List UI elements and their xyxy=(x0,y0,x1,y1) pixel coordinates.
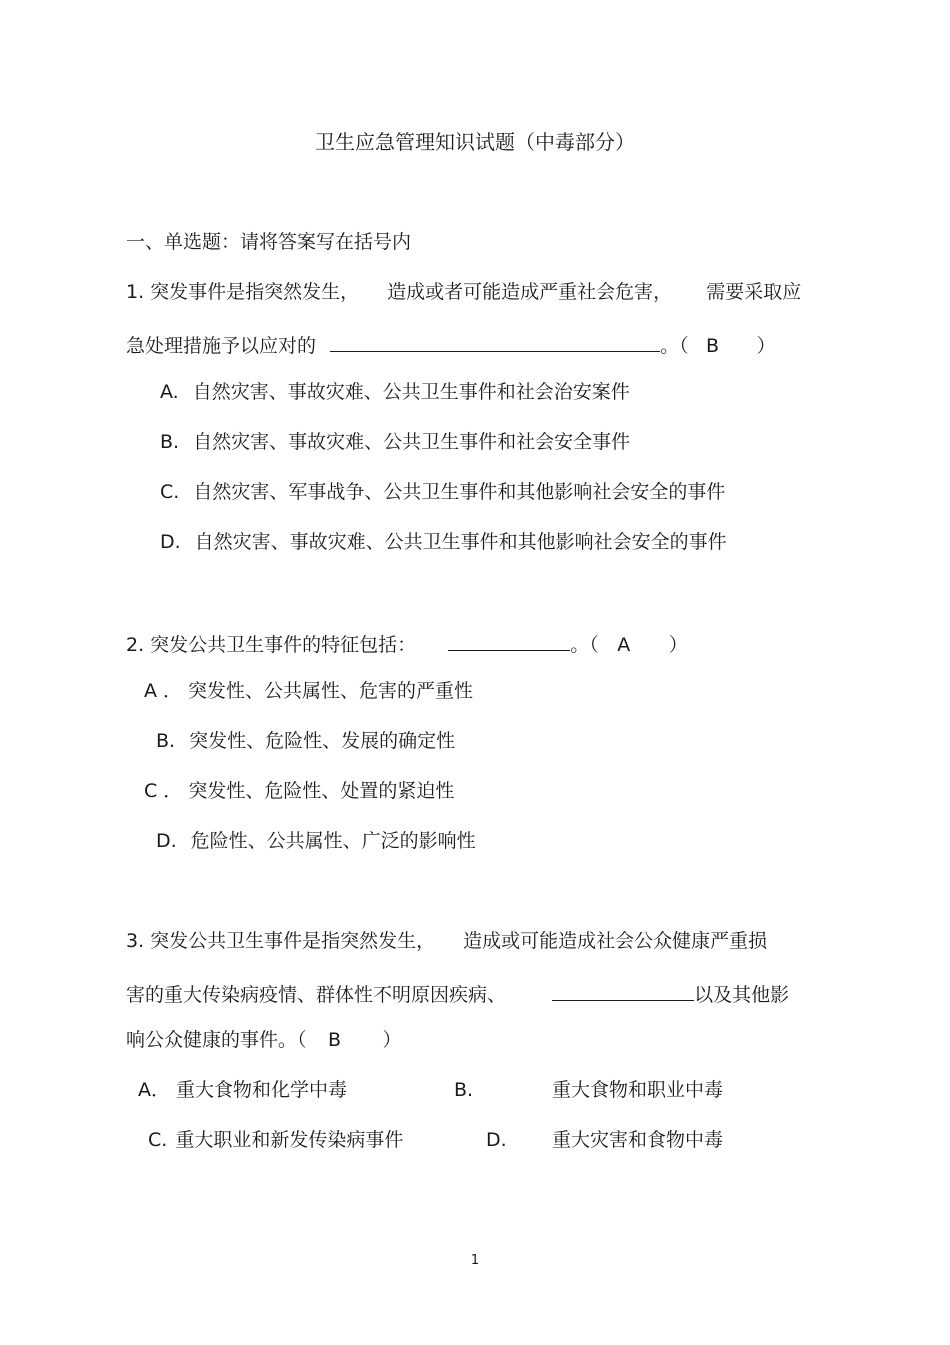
option-text: 突发性、公共属性、危害的严重性 xyxy=(188,680,474,702)
q2-option-d xyxy=(156,832,476,851)
q1-paren-close: ） xyxy=(756,335,776,357)
q1-text-d: 急处理措施予以应对的 xyxy=(126,335,317,357)
option-text: 突发性、危险性、发展的确定性 xyxy=(189,730,456,752)
q3-paren-open: 响公众健康的事件。（ xyxy=(126,1029,307,1051)
option-text: 自然灾害、事故灾难、公共卫生事件和社会安全事件 xyxy=(193,431,631,453)
option-label: D. xyxy=(156,830,177,852)
question-3-line-2 xyxy=(126,982,789,1005)
q3-option-c xyxy=(148,1131,403,1150)
option-label: B. xyxy=(160,431,180,453)
option-label: A． xyxy=(138,1079,170,1101)
question-3-line-3 xyxy=(126,1031,402,1050)
q1-option-a xyxy=(160,383,630,402)
option-text: 突发性、危险性、处置的紧迫性 xyxy=(188,780,455,802)
q3-text-d: 以及其他影 xyxy=(694,984,790,1006)
q3-option-a xyxy=(138,1081,347,1100)
q3-answer: B xyxy=(327,1029,342,1051)
answer-blank xyxy=(552,982,694,1001)
q1-text-b: 造成或者可能造成严重社会危害， xyxy=(387,281,673,303)
option-label: B. xyxy=(156,730,176,752)
question-2-line-1 xyxy=(126,632,688,655)
q3-text-b: 造成或可能造成社会公众健康严重损 xyxy=(463,930,768,952)
q2-option-c xyxy=(144,782,454,801)
q2-paren-close: ） xyxy=(668,634,688,656)
option-label: C. xyxy=(148,1129,168,1151)
q1-text-a: 1. 突发事件是指突然发生， xyxy=(126,281,360,303)
page-title: 卫生应急管理知识试题（中毒部分） xyxy=(315,130,635,154)
question-1-line-2 xyxy=(126,333,776,356)
q3-text-c: 害的重大传染病疫情、群体性不明原因疾病、 xyxy=(126,984,507,1006)
option-label: D. xyxy=(160,531,181,553)
q3-paren-close: ） xyxy=(382,1029,402,1051)
q1-option-c xyxy=(160,483,725,502)
q1-option-b xyxy=(160,433,630,452)
q1-paren-open: 。（ xyxy=(660,335,689,357)
option-text: 自然灾害、军事战争、公共卫生事件和其他影响社会安全的事件 xyxy=(193,481,726,503)
option-label: A. xyxy=(160,381,179,403)
question-3-line-1 xyxy=(126,932,767,951)
q3-text-a: 3. 突发公共卫生事件是指突然发生， xyxy=(126,930,436,952)
answer-blank xyxy=(330,333,660,352)
option-text: 重大职业和新发传染病事件 xyxy=(175,1129,404,1151)
option-text: 重大食物和化学中毒 xyxy=(176,1079,348,1101)
option-text: 自然灾害、事故灾难、公共卫生事件和社会治安案件 xyxy=(192,381,630,403)
q3-option-b-text: 重大食物和职业中毒 xyxy=(552,1079,724,1101)
q2-answer: A xyxy=(617,634,631,656)
page-number: 1 xyxy=(470,1253,480,1268)
option-text: 自然灾害、事故灾难、公共卫生事件和其他影响社会安全的事件 xyxy=(194,531,727,553)
option-label: C. xyxy=(160,481,180,503)
q2-option-a xyxy=(144,682,473,701)
q3-option-b-label: B. xyxy=(454,1079,474,1101)
answer-blank xyxy=(448,632,570,651)
question-1-line-1 xyxy=(126,283,801,302)
option-text: 危险性、公共属性、广泛的影响性 xyxy=(190,830,476,852)
q3-option-d-label: D. xyxy=(486,1129,507,1151)
q2-text-a: 2. 突发公共卫生事件的特征包括： xyxy=(126,634,417,656)
q1-answer: B xyxy=(706,335,720,357)
option-label: A ． xyxy=(144,680,183,702)
section-heading: 一、单选题：请将答案写在括号内 xyxy=(126,231,412,253)
q2-option-b xyxy=(156,732,455,751)
option-label: C ． xyxy=(144,780,183,802)
q3-option-d-text: 重大灾害和食物中毒 xyxy=(552,1129,724,1151)
q1-option-d xyxy=(160,533,727,552)
q2-paren-open: 。（ xyxy=(570,634,599,656)
q1-text-c: 需要采取应 xyxy=(706,281,802,303)
